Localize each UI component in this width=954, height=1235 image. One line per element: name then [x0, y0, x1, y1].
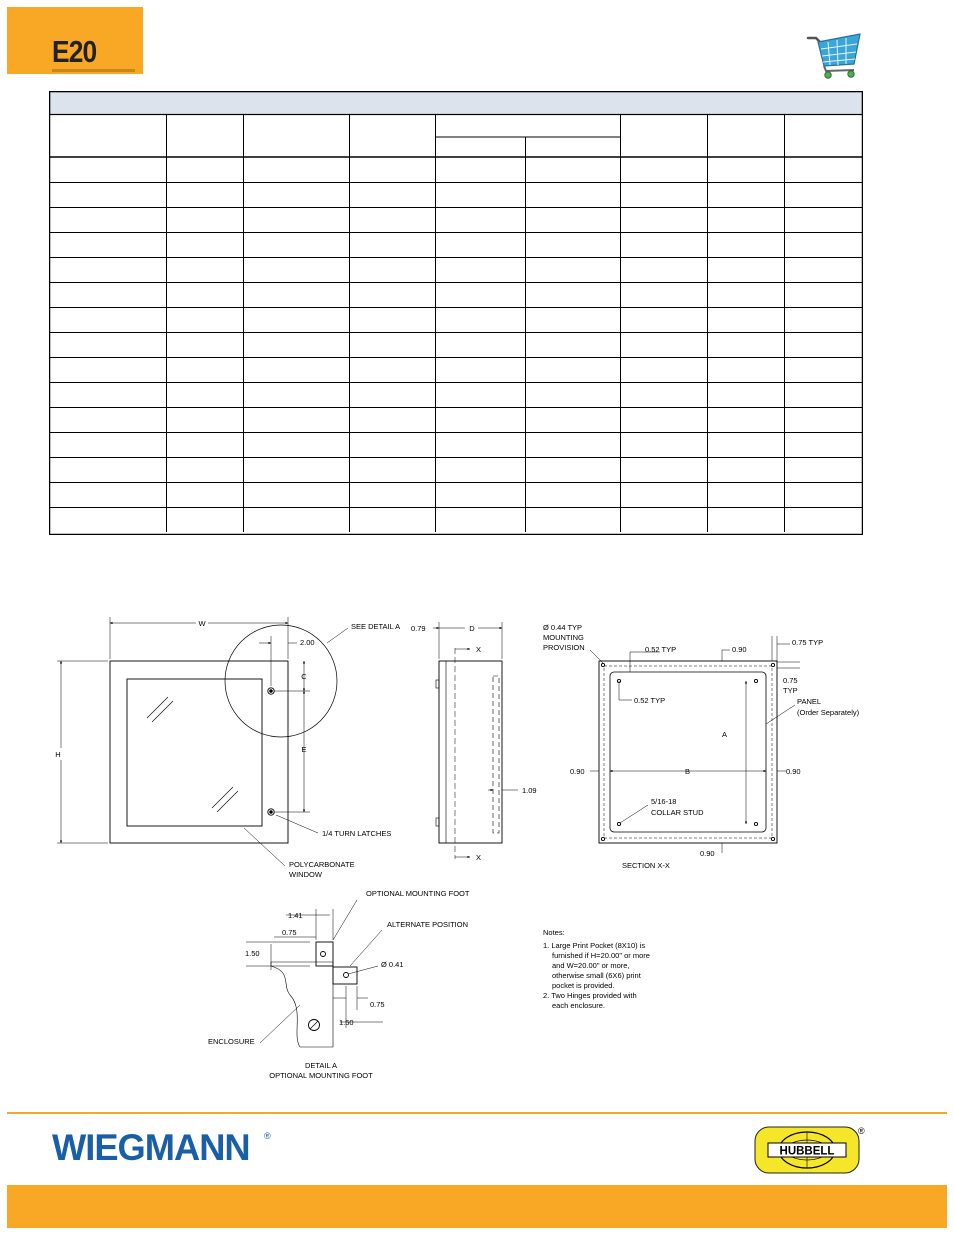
dim-052-side: 0.52 TYP: [634, 696, 666, 705]
table-border: [50, 92, 863, 535]
notes: [543, 928, 650, 1010]
notes-line-4: otherwise small (6X6) print: [552, 971, 641, 980]
notes-line-5: pocket is provided.: [552, 981, 615, 990]
hole-label-3: PROVISION: [543, 643, 585, 652]
dim-052-top: 0.52 TYP: [645, 645, 677, 654]
hole-label-2: MOUNTING: [543, 633, 584, 642]
section-x-bottom: X: [476, 853, 482, 862]
section-x-top: X: [476, 645, 482, 654]
notes-line-6: 2. Two Hinges provided with: [543, 991, 637, 1000]
dim-150-b-label: 1.50: [339, 1018, 354, 1027]
footer-rule: [7, 1112, 947, 1114]
dim-150-a-label: 1.50: [245, 949, 260, 958]
dim-109-label: 1.09: [522, 786, 537, 795]
dim-075-side-2: TYP: [783, 686, 798, 695]
product-code: E20: [52, 34, 97, 69]
dim-a-label: A: [722, 730, 728, 739]
dim-090-left: 0.90: [570, 767, 585, 776]
detail-caption-1: DETAIL A: [304, 1061, 338, 1070]
stud-label-1: 5/16-18: [651, 797, 677, 806]
side-view-labels: [411, 624, 537, 862]
dim-h-label: H: [55, 750, 61, 759]
shopping-cart-icon[interactable]: [806, 32, 864, 80]
notes-line-1: 1. Large Print Pocket (8X10) is: [543, 941, 646, 950]
dim-075-side-1: 0.75: [783, 676, 798, 685]
detail-caption-2: OPTIONAL MOUNTING FOOT: [269, 1071, 373, 1080]
dim-w-label: W: [198, 619, 206, 628]
dim-075-b-label: 0.75: [370, 1000, 385, 1009]
dim-075-a-label: 0.75: [282, 928, 297, 937]
section-view: [590, 636, 800, 853]
foot-label: OPTIONAL MOUNTING FOOT: [366, 889, 470, 898]
window-label-1: POLYCARBONATE: [289, 860, 355, 869]
stud-label-2: COLLAR STUD: [651, 808, 704, 817]
alternate-label: ALTERNATE POSITION: [387, 920, 468, 929]
table-grid: [49, 115, 863, 532]
dim-090-right: 0.90: [786, 767, 801, 776]
panel-label-1: PANEL: [797, 697, 822, 706]
dim-200-label: 2.00: [300, 638, 315, 647]
front-view-labels: [55, 619, 400, 879]
notes-line-3: and W=20.00" or more,: [552, 961, 630, 970]
see-detail-label: SEE DETAIL A: [351, 622, 401, 631]
dim-079-label: 0.79: [411, 624, 426, 633]
dim-075-typ: 0.75 TYP: [792, 638, 824, 647]
product-code-underline: [52, 69, 135, 72]
front-view: [57, 617, 348, 866]
partner-name: HUBBELL: [779, 1145, 835, 1158]
notes-line-2: furnished if H=20.00" or more: [552, 951, 650, 960]
dim-090-bottom: 0.90: [700, 849, 715, 858]
dim-b-label: B: [685, 767, 691, 776]
enclosure-label: ENCLOSURE: [208, 1037, 255, 1046]
side-view: [433, 622, 518, 859]
detail-a: [246, 900, 383, 1047]
window-label-2: WINDOW: [289, 870, 322, 879]
section-caption: SECTION X-X: [622, 861, 670, 870]
notes-heading: Notes:: [543, 928, 565, 937]
footer-bar: [7, 1185, 947, 1228]
brand-registered-mark: ®: [264, 1131, 271, 1141]
section-view-labels: [543, 623, 860, 870]
dim-041-label: Ø 0.41: [381, 960, 404, 969]
partner-logo: [754, 1126, 860, 1174]
detail-a-labels: [208, 889, 470, 1080]
partner-registered-mark: ®: [858, 1126, 865, 1136]
dim-c-label: C: [301, 672, 307, 681]
dim-e-label: E: [301, 745, 307, 754]
hole-label-1: Ø 0.44 TYP: [543, 623, 583, 632]
spec-table: [49, 91, 863, 535]
dim-141-label: 1.41: [288, 911, 303, 920]
table-title-band: [50, 92, 863, 115]
dim-d-label: D: [469, 624, 475, 633]
technical-drawings: [40, 600, 920, 1090]
dim-090-top: 0.90: [732, 645, 747, 654]
panel-label-2: (Order Separately): [797, 708, 860, 717]
notes-line-7: each enclosure.: [552, 1001, 605, 1010]
brand-logo: WIEGMANN: [52, 1127, 250, 1168]
latches-label: 1/4 TURN LATCHES: [322, 829, 392, 838]
